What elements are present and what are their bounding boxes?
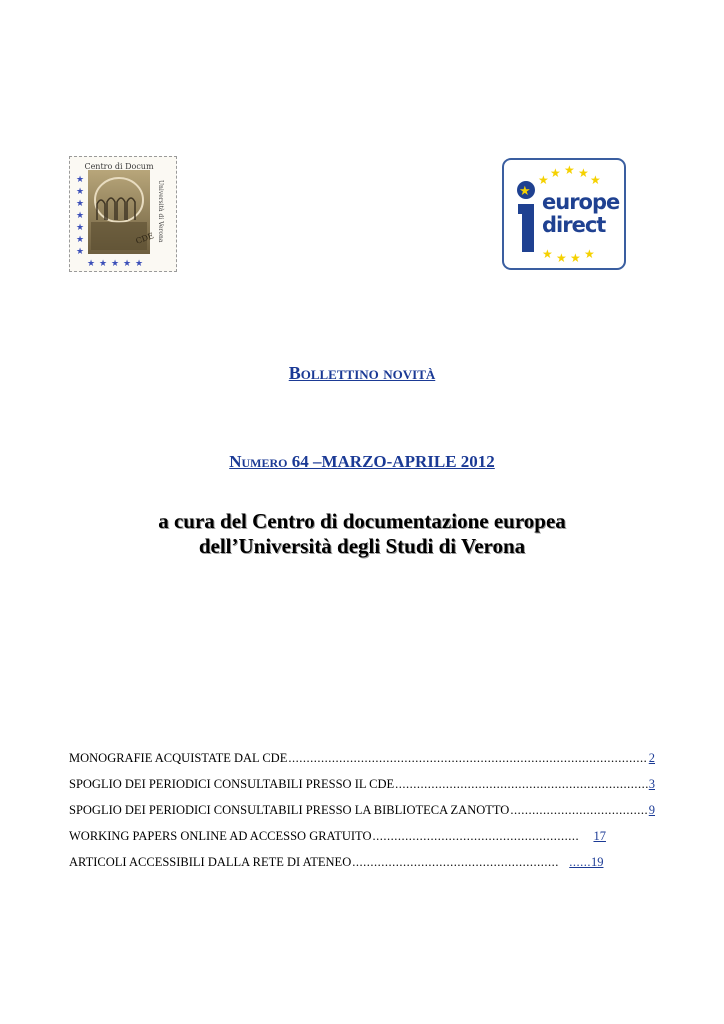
svg-text:★: ★ bbox=[76, 210, 85, 220]
toc-page-link[interactable]: 2 bbox=[648, 751, 655, 765]
svg-text:★: ★ bbox=[87, 258, 96, 268]
toc-leader-dots bbox=[288, 749, 647, 767]
svg-text:★: ★ bbox=[99, 258, 108, 268]
toc-entry-spoglio-cde[interactable] bbox=[69, 775, 655, 801]
svg-text:★: ★ bbox=[76, 222, 85, 232]
direct-text: direct bbox=[542, 213, 606, 237]
toc-leader-dots bbox=[352, 853, 558, 871]
svg-text:★: ★ bbox=[550, 166, 561, 180]
toc-entry-label: SPOGLIO DEI PERIODICI CONSULTABILI PRESSO IL CDE bbox=[69, 777, 395, 791]
svg-text:★: ★ bbox=[76, 246, 85, 256]
toc-entry-label: WORKING PAPERS ONLINE AD ACCESSO GRATUITO bbox=[69, 829, 372, 843]
svg-text:CDE: CDE bbox=[134, 231, 155, 246]
svg-text:★: ★ bbox=[570, 251, 581, 265]
toc-entry-working-papers[interactable] bbox=[69, 827, 655, 853]
issue-number bbox=[0, 452, 724, 472]
toc-entry-label: SPOGLIO DEI PERIODICI CONSULTABILI PRESSO LA BIBLIOTECA ZANOTTO bbox=[69, 803, 510, 817]
toc-entry-spoglio-zanotto[interactable] bbox=[69, 801, 655, 827]
subtitle-line-1: a cura del Centro di documentazione europea bbox=[158, 509, 566, 533]
svg-text:Centro di Docum: Centro di Docum bbox=[84, 162, 154, 171]
issue-number-rest: 64 –MARZO-APRILE 2012 bbox=[287, 452, 495, 471]
cde-stamp-logo bbox=[69, 156, 177, 272]
europe-text: europe bbox=[542, 190, 620, 214]
svg-text:★: ★ bbox=[538, 173, 549, 187]
svg-text:★: ★ bbox=[519, 183, 531, 198]
table-of-contents bbox=[69, 749, 655, 879]
svg-text:★: ★ bbox=[590, 173, 601, 187]
stamp-image-icon bbox=[73, 160, 173, 268]
svg-text:★: ★ bbox=[111, 258, 120, 268]
svg-text:★: ★ bbox=[123, 258, 132, 268]
svg-text:★: ★ bbox=[76, 186, 85, 196]
svg-text:★: ★ bbox=[556, 251, 567, 265]
europe-direct-logo bbox=[502, 158, 626, 270]
svg-text:Università di Verona: Università di Verona bbox=[157, 180, 164, 243]
toc-entry-monografie[interactable] bbox=[69, 749, 655, 775]
toc-leader-dots bbox=[372, 827, 578, 845]
toc-page-link[interactable]: 3 bbox=[648, 777, 655, 791]
bollettino-title: Bollettino novità bbox=[288, 363, 436, 383]
svg-text:★: ★ bbox=[76, 234, 85, 244]
toc-page-link[interactable]: ......19 bbox=[569, 855, 604, 869]
toc-page-link[interactable]: 9 bbox=[648, 803, 655, 817]
issue-number-prefix: Numero bbox=[229, 452, 288, 471]
toc-leader-dots bbox=[510, 801, 647, 819]
toc-entry-articoli[interactable] bbox=[69, 853, 655, 879]
toc-entry-label: MONOGRAFIE ACQUISTATE DAL CDE bbox=[69, 751, 288, 765]
svg-text:★: ★ bbox=[76, 174, 85, 184]
subtitle-line-2: dell’Università degli Studi di Verona bbox=[198, 534, 526, 558]
subtitle bbox=[0, 509, 724, 559]
toc-page-link[interactable]: 17 bbox=[593, 829, 606, 843]
svg-text:★: ★ bbox=[564, 163, 575, 177]
svg-text:★: ★ bbox=[135, 258, 144, 268]
toc-leader-dots bbox=[395, 775, 648, 793]
svg-text:★: ★ bbox=[578, 166, 589, 180]
toc-entry-label: ARTICOLI ACCESSIBILI DALLA RETE DI ATENEO bbox=[69, 855, 352, 869]
svg-text:★: ★ bbox=[542, 247, 553, 261]
svg-text:★: ★ bbox=[76, 198, 85, 208]
svg-text:★: ★ bbox=[584, 247, 595, 261]
